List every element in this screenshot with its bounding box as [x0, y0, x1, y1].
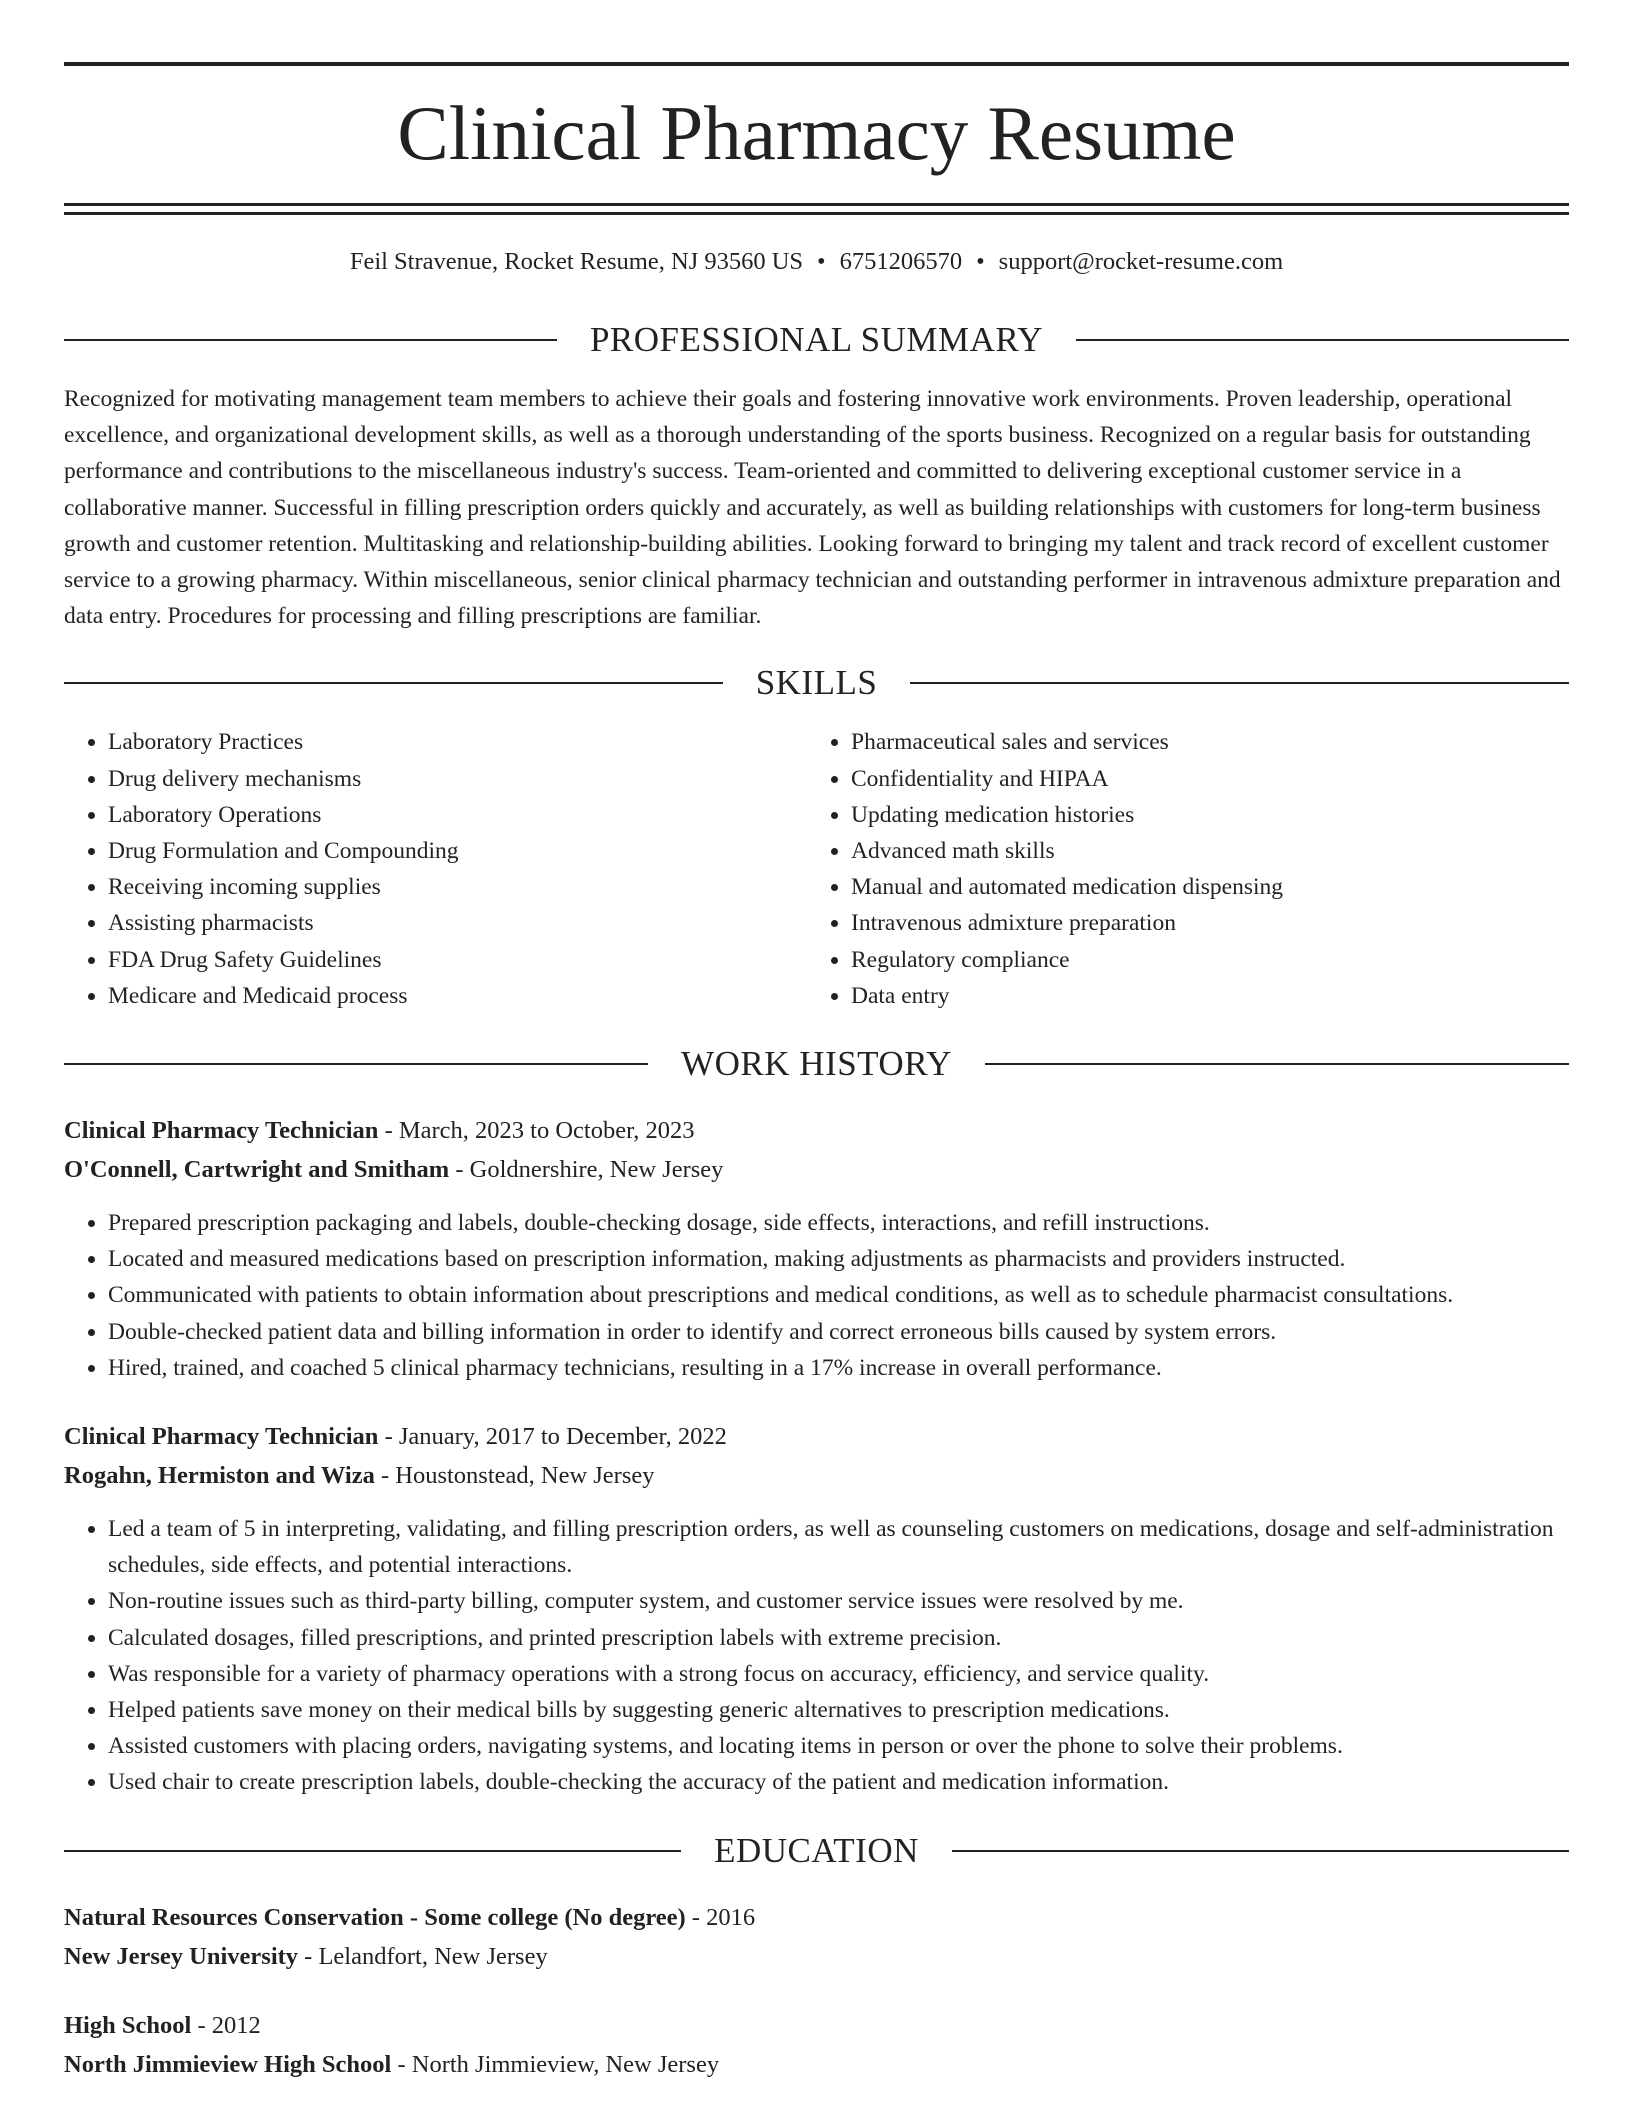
job-bullets — [64, 1205, 1569, 1386]
education-school: North Jimmieview High School — [64, 2050, 392, 2078]
job-bullet: • Hired, trained, and coached 5 clinical pharmacy technicians, resulting in a 17% increase in overall performance. — [108, 1350, 1569, 1386]
contact-email: support@rocket-resume.com — [998, 248, 1284, 275]
skills-column-left — [64, 724, 807, 1014]
job-bullet: • Communicated with patients to obtain information about prescriptions and medical conditions, as well as to schedule pharmacist consultations. — [108, 1277, 1569, 1313]
education-degree-line — [64, 1898, 1569, 1937]
skill-item: • Medicare and Medicaid process — [108, 978, 807, 1014]
job-bullet: • Was responsible for a variety of pharmacy operations with a strong focus on accuracy, efficiency, and service quality. — [108, 1656, 1569, 1692]
job-company: Rogahn, Hermiston and Wiza — [64, 1462, 375, 1490]
skill-item: • Drug Formulation and Compounding — [108, 833, 807, 869]
resume-title: Clinical Pharmacy Resume — [397, 90, 1236, 176]
job-title-line — [64, 1111, 1569, 1150]
skills-column-right — [807, 724, 1550, 1014]
skill-item: • Regulatory compliance — [851, 942, 1550, 978]
skills-list — [64, 724, 1569, 1014]
education-heading-label: EDUCATION — [714, 1830, 919, 1870]
skill-item: • Receiving incoming supplies — [108, 869, 807, 905]
education-degree: High School — [64, 2011, 192, 2039]
skill-item: • Laboratory Practices — [108, 724, 807, 760]
education-degree-line — [64, 2006, 1569, 2045]
heading-rule-right — [985, 1063, 1569, 1065]
contact-address: Feil Stravenue, Rocket Resume, NJ 93560 US — [349, 248, 804, 275]
job-dates: - March, 2023 to October, 2023 — [378, 1117, 695, 1145]
education-school: New Jersey University — [64, 1942, 299, 1970]
contact-separator: • — [976, 248, 985, 275]
skill-item: • Confidentiality and HIPAA — [851, 761, 1550, 797]
top-rule — [64, 62, 1569, 66]
job-entry — [64, 1417, 1569, 1801]
job-bullet: • Assisted customers with placing orders, navigating systems, and locating items in person or over the phone to solve their problems. — [108, 1728, 1569, 1764]
resume-page — [64, 62, 1569, 2084]
skill-item: • FDA Drug Safety Guidelines — [108, 942, 807, 978]
education-location: - North Jimmieview, New Jersey — [391, 2050, 720, 2078]
job-company-line — [64, 1150, 1569, 1189]
work-section-heading — [64, 1044, 1569, 1084]
job-bullet: • Located and measured medications based on prescription information, making adjustments as pharmacists and providers instructed. — [108, 1241, 1569, 1277]
heading-rule-right — [1076, 339, 1569, 341]
contact-phone: 6751206570 — [839, 248, 963, 275]
education-school-line — [64, 2045, 1569, 2084]
summary-text: Recognized for motivating management team members to achieve their goals and fostering innovative work environments. Proven leadership, operational excellence, and organizational development skills, as well as a thorough understanding of the sports business. Recognized on a regular basis for outstanding performance and contributions to the miscellaneous industry's success. Team-oriented and committed to delivering exceptional customer service in a collaborative manner. Successful in filling prescription orders quickly and accurately, as well as building relationships with customers for long-term business growth and customer retention. Multitasking and relationship-building abilities. Looking forward to bringing my talent and track record of excellent customer service to a growing pharmacy. Within miscellaneous, senior clinical pharmacy technician and outstanding performer in intravenous admixture preparation and data entry. Procedures for processing and filling prescriptions are familiar. — [64, 386, 1561, 630]
job-company-line — [64, 1456, 1569, 1495]
skill-item: • Manual and automated medication dispensing — [851, 869, 1550, 905]
title-double-rule — [64, 203, 1569, 215]
education-entry — [64, 2006, 1569, 2084]
job-bullets — [64, 1511, 1569, 1801]
skill-item: • Data entry — [851, 978, 1550, 1014]
skill-item: • Updating medication histories — [851, 797, 1550, 833]
job-location: - Houstonstead, New Jersey — [374, 1462, 655, 1490]
job-bullet: • Calculated dosages, filled prescriptions, and printed prescription labels with extreme precision. — [108, 1620, 1569, 1656]
skill-item: • Pharmaceutical sales and services — [851, 724, 1550, 760]
education-year: - 2016 — [685, 1903, 756, 1931]
education-location: - Lelandfort, New Jersey — [298, 1942, 548, 1970]
job-company: O'Connell, Cartwright and Smitham — [64, 1156, 450, 1184]
heading-rule-left — [64, 682, 723, 684]
job-dates: - January, 2017 to December, 2022 — [378, 1423, 727, 1451]
education-year: - 2012 — [191, 2011, 261, 2039]
contact-separator: • — [817, 248, 826, 275]
skill-item: • Drug delivery mechanisms — [108, 761, 807, 797]
job-bullet: • Double-checked patient data and billing information in order to identify and correct erroneous bills caused by system errors. — [108, 1314, 1569, 1350]
job-title: Clinical Pharmacy Technician — [64, 1117, 379, 1145]
heading-rule-right — [952, 1850, 1569, 1852]
summary-heading-label: PROFESSIONAL SUMMARY — [589, 320, 1044, 359]
job-location: - Goldnershire, New Jersey — [449, 1156, 724, 1184]
skill-item: • Assisting pharmacists — [108, 905, 807, 941]
skills-section-heading — [64, 663, 1569, 703]
contact-line — [64, 247, 1569, 277]
education-degree: Natural Resources Conservation - Some college (No degree) — [64, 1903, 686, 1931]
work-heading-label: WORK HISTORY — [681, 1044, 952, 1084]
job-title-line — [64, 1417, 1569, 1456]
job-bullet: • Non-routine issues such as third-party billing, computer system, and customer service issues were resolved by me. — [108, 1583, 1569, 1619]
job-bullet: • Used chair to create prescription labels, double-checking the accuracy of the patient and medication information. — [108, 1764, 1569, 1800]
heading-rule-left — [64, 339, 557, 341]
heading-rule-left — [64, 1850, 681, 1852]
job-title: Clinical Pharmacy Technician — [64, 1423, 379, 1451]
job-bullet: • Led a team of 5 in interpreting, validating, and filling prescription orders, as well as counseling customers on medications, dosage and self-administration schedules, side effects, and potential interactions. — [108, 1511, 1569, 1583]
skill-item: • Intravenous admixture preparation — [851, 905, 1550, 941]
skills-heading-label: SKILLS — [755, 663, 878, 703]
skill-item: • Advanced math skills — [851, 833, 1550, 869]
education-section-heading — [64, 1831, 1569, 1871]
heading-rule-left — [64, 1063, 648, 1065]
skill-item: • Laboratory Operations — [108, 797, 807, 833]
job-bullet: • Prepared prescription packaging and labels, double-checking dosage, side effects, interactions, and refill instructions. — [108, 1205, 1569, 1241]
heading-rule-right — [910, 682, 1569, 684]
education-school-line — [64, 1937, 1569, 1976]
summary-section-heading — [64, 320, 1569, 360]
job-entry — [64, 1111, 1569, 1386]
job-bullet: • Helped patients save money on their medical bills by suggesting generic alternatives to prescription medications. — [108, 1692, 1569, 1728]
education-entry — [64, 1898, 1569, 1976]
